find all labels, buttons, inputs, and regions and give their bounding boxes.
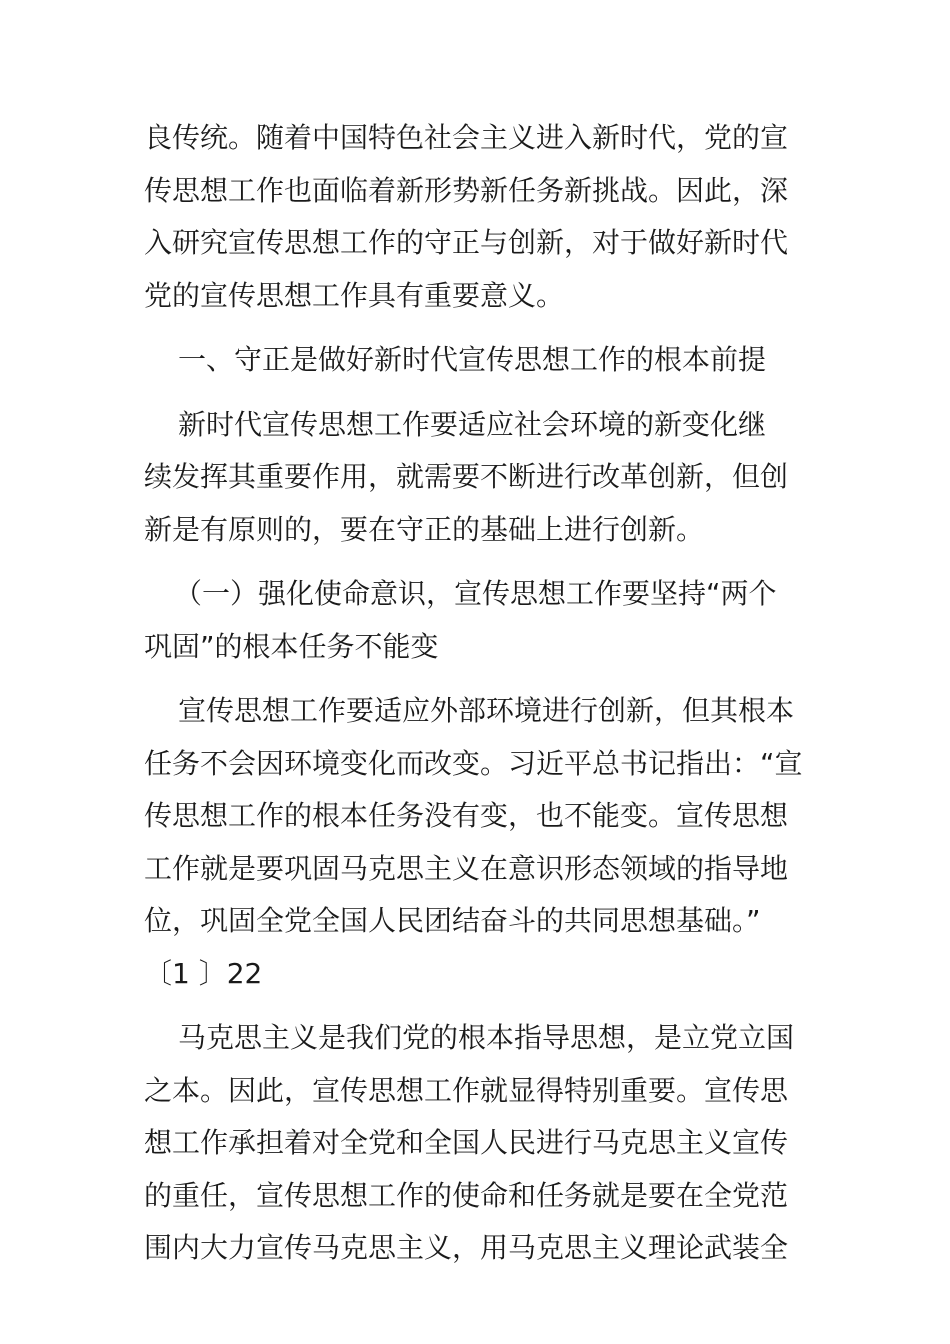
text-line: 党的宣传思想工作具有重要意义。 xyxy=(144,278,565,312)
text-line: 位，巩固全党全国人民团结奋斗的共同思想基础。” xyxy=(144,904,761,937)
paragraph-marxism xyxy=(144,1012,809,1275)
document-body xyxy=(144,112,809,1275)
text-line: 新时代宣传思想工作要适应社会环境的新变化继 xyxy=(178,407,767,441)
text-line: 入研究宣传思想工作的守正与创新，对于做好新时代 xyxy=(144,226,789,259)
text-line: 马克思主义是我们党的根本指导思想，是立党立国 xyxy=(178,1021,795,1054)
citation-line: 〔1 〕22 xyxy=(144,956,263,990)
paragraph-section-1-intro xyxy=(144,399,809,557)
section-heading-1 xyxy=(144,334,809,387)
subsection-heading-1 xyxy=(144,568,809,673)
heading-line: （一）强化使命意识，宣传思想工作要坚持“两个 xyxy=(174,577,777,610)
text-line: 续发挥其重要作用，就需要不断进行改革创新，但创 xyxy=(144,460,789,493)
text-line: 想工作承担着对全党和全国人民进行马克思主义宣传 xyxy=(144,1126,789,1159)
text-line: 之本。因此，宣传思想工作就显得特别重要。宣传思 xyxy=(144,1073,789,1107)
text-line: 的重任，宣传思想工作的使命和任务就是要在全党范 xyxy=(144,1178,789,1212)
heading-line: 巩固”的根本任务不能变 xyxy=(144,629,439,663)
text-line: 新是有原则的，要在守正的基础上进行创新。 xyxy=(144,512,705,546)
text-line: 工作就是要巩固马克思主义在意识形态领域的指导地 xyxy=(144,851,789,885)
text-line: 宣传思想工作要适应外部环境进行创新，但其根本 xyxy=(178,694,795,727)
paragraph-intro-continued xyxy=(144,112,809,322)
paragraph-fundamental-task xyxy=(144,685,809,1000)
text-line: 传思想工作也面临着新形势新任务新挑战。因此，深 xyxy=(144,173,789,207)
text-line: 围内大力宣传马克思主义，用马克思主义理论武装全 xyxy=(144,1231,789,1264)
text-line: 传思想工作的根本任务没有变，也不能变。宣传思想 xyxy=(144,799,789,832)
heading-line: 一、守正是做好新时代宣传思想工作的根本前提 xyxy=(178,343,767,376)
text-line: 良传统。随着中国特色社会主义进入新时代，党的宣 xyxy=(144,121,789,154)
text-line: 任务不会因环境变化而改变。习近平总书记指出：“宣 xyxy=(144,746,803,780)
